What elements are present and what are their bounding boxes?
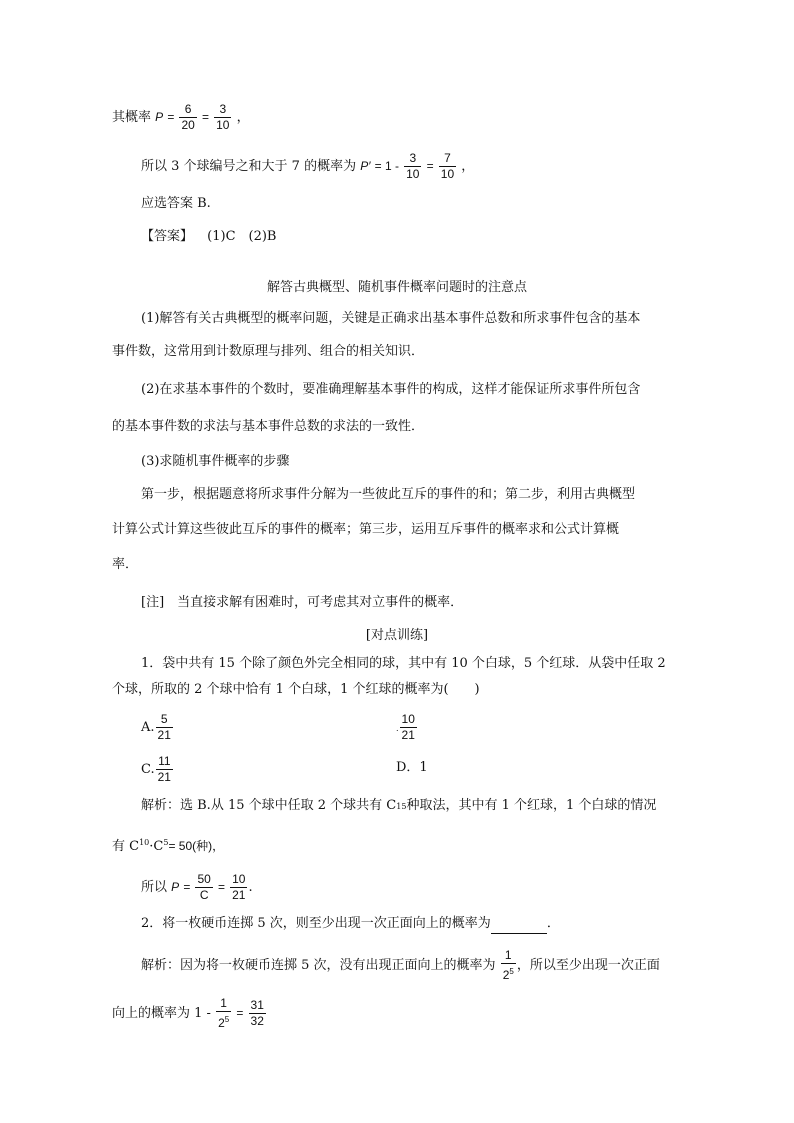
base: 2 [218,1016,225,1030]
text: ，所以至少出现一次正面 [516,958,660,973]
numerator: 3 [404,151,421,167]
paragraph-2: (2)在求基本事件的个数时，要准确理解基本事件的构成，这样才能保证所求事件所包含 [141,382,641,397]
var-p: P [155,110,164,124]
fraction [216,996,231,1031]
numerator: 7 [439,151,456,167]
paragraph-1: (1)解答有关古典概型的概率问题，关键是正确求出基本事件总数和所求事件包含的基本 [141,311,641,326]
option-d: D．1 [396,760,428,775]
exponent: 5 [509,967,514,976]
numerator: 31 [250,998,264,1012]
answer-line [141,227,277,247]
numerator: 10 [232,872,246,886]
numerator: 50 [197,872,211,886]
denominator: 10 [406,167,420,181]
fraction [230,872,247,903]
probability-line-1 [112,102,250,133]
text: 有 C [112,839,140,854]
text: 向上的概率为 1 - [112,1006,211,1021]
denominator: 10 [216,118,230,132]
paragraph-4: 第一步，根据题意将所求事件分解为一些彼此互斥的事件的和；第二步，利用古典概型 [141,487,636,502]
denominator: 20 [181,118,195,132]
text: 解析：因为将一枚硬币连掷 5 次，没有出现正面向上的概率为 [141,958,496,973]
text: ·C [149,839,164,854]
fraction [214,102,231,133]
solution-1-result [141,872,253,903]
exercise-heading: [对点训练] [365,628,429,643]
fraction [439,151,456,182]
paragraph-4-cont: 计算公式计算这些彼此互斥的事件的概率；第三步，运用互斥事件的概率求和公式计算概 [112,522,620,537]
text: ， [236,110,250,125]
text: 种取法，其中有 1 个红球，1 个白球的情况 [406,798,657,813]
equals: = [426,159,434,173]
answer-bracket: 【答案】 [141,229,194,244]
text: 所以 [141,880,168,895]
paragraph-3: (3)求随机事件概率的步骤 [141,454,290,469]
numerator: 11 [156,754,173,770]
numerator: 6 [179,102,196,118]
question-1-cont: 个球，所取的 2 个球中恰有 1 个白球，1 个红球的概率为( ) [112,682,480,697]
subscript: 15 [396,802,407,811]
equals: = 1 - [374,159,399,173]
equals: = [236,1006,244,1020]
denominator: 21 [157,728,171,742]
numerator: 3 [214,102,231,118]
denominator: 10 [440,167,455,181]
paragraph-4-end: 率． [112,557,139,572]
fraction [179,102,196,133]
equals: = [167,110,175,124]
text: . [248,880,253,895]
fraction [501,948,516,983]
denominator [216,1012,231,1031]
paragraph-2-cont: 的基本事件数的求法与基本事件总数的求法的一致性． [112,419,425,434]
equals: = [201,110,209,124]
solution-1 [141,796,656,817]
superscript: 5 [163,838,169,847]
exponent: 5 [224,1015,230,1024]
solution-1-cont [112,833,224,857]
text: 2．将一枚硬币连掷 5 次，则至少出现一次正面向上的概率为 [141,916,491,931]
text: 解析：选 B.从 15 个球中任取 2 个球共有 C [141,798,397,813]
denominator [501,964,516,983]
var-p-prime: P′ [360,159,371,173]
text: ， [461,159,475,174]
option-c [141,754,174,785]
var-p: P [171,880,180,894]
text: 其概率 [112,110,152,125]
answer-blank [491,919,547,934]
fraction [156,712,173,743]
text: 所以 3 个球编号之和大于 7 的概率为 [141,159,357,174]
numerator: 1 [216,996,231,1012]
section-title: 解答古典概型、随机事件概率问题时的注意点 [266,280,527,295]
equals: = [217,880,225,894]
fraction [404,151,421,182]
fraction [249,998,266,1029]
note: [注] 当直接求解有困难时，可考虑其对立事件的概率． [141,595,464,610]
option-label: A. [141,720,155,735]
text: = 50(种)， [168,839,225,853]
numerator: 10 [401,712,415,726]
option-label: C. [141,762,155,777]
denominator: 32 [250,1014,264,1028]
superscript: 10 [139,838,150,847]
option-a [141,712,174,743]
option-b [396,712,418,743]
solution-2 [141,948,660,983]
fraction [400,712,417,743]
numerator: 1 [501,948,516,964]
text: ． [546,916,560,931]
option-label: . [396,724,399,733]
denominator: 21 [157,770,171,784]
fraction [156,754,173,785]
paragraph-1-cont: 事件数，这常用到计数原理与排列、组合的相关知识． [112,344,425,359]
probability-line-2 [141,151,474,182]
answer-value: (1)C (2)B [207,229,277,244]
solution-2-result [112,996,267,1031]
numerator: 5 [156,712,173,728]
base: 2 [502,968,510,982]
equals: = [183,880,191,894]
fraction [195,872,212,903]
denominator: 21 [232,888,246,902]
question-1: 1．袋中共有 15 个除了颜色外完全相同的球，其中有 10 个白球，5 个红球．从袋中任取 2 [141,656,666,671]
answer-choice-line: 应选答案 B. [141,196,211,211]
denominator: C [199,888,209,902]
question-2 [141,914,560,934]
denominator: 21 [401,728,415,742]
